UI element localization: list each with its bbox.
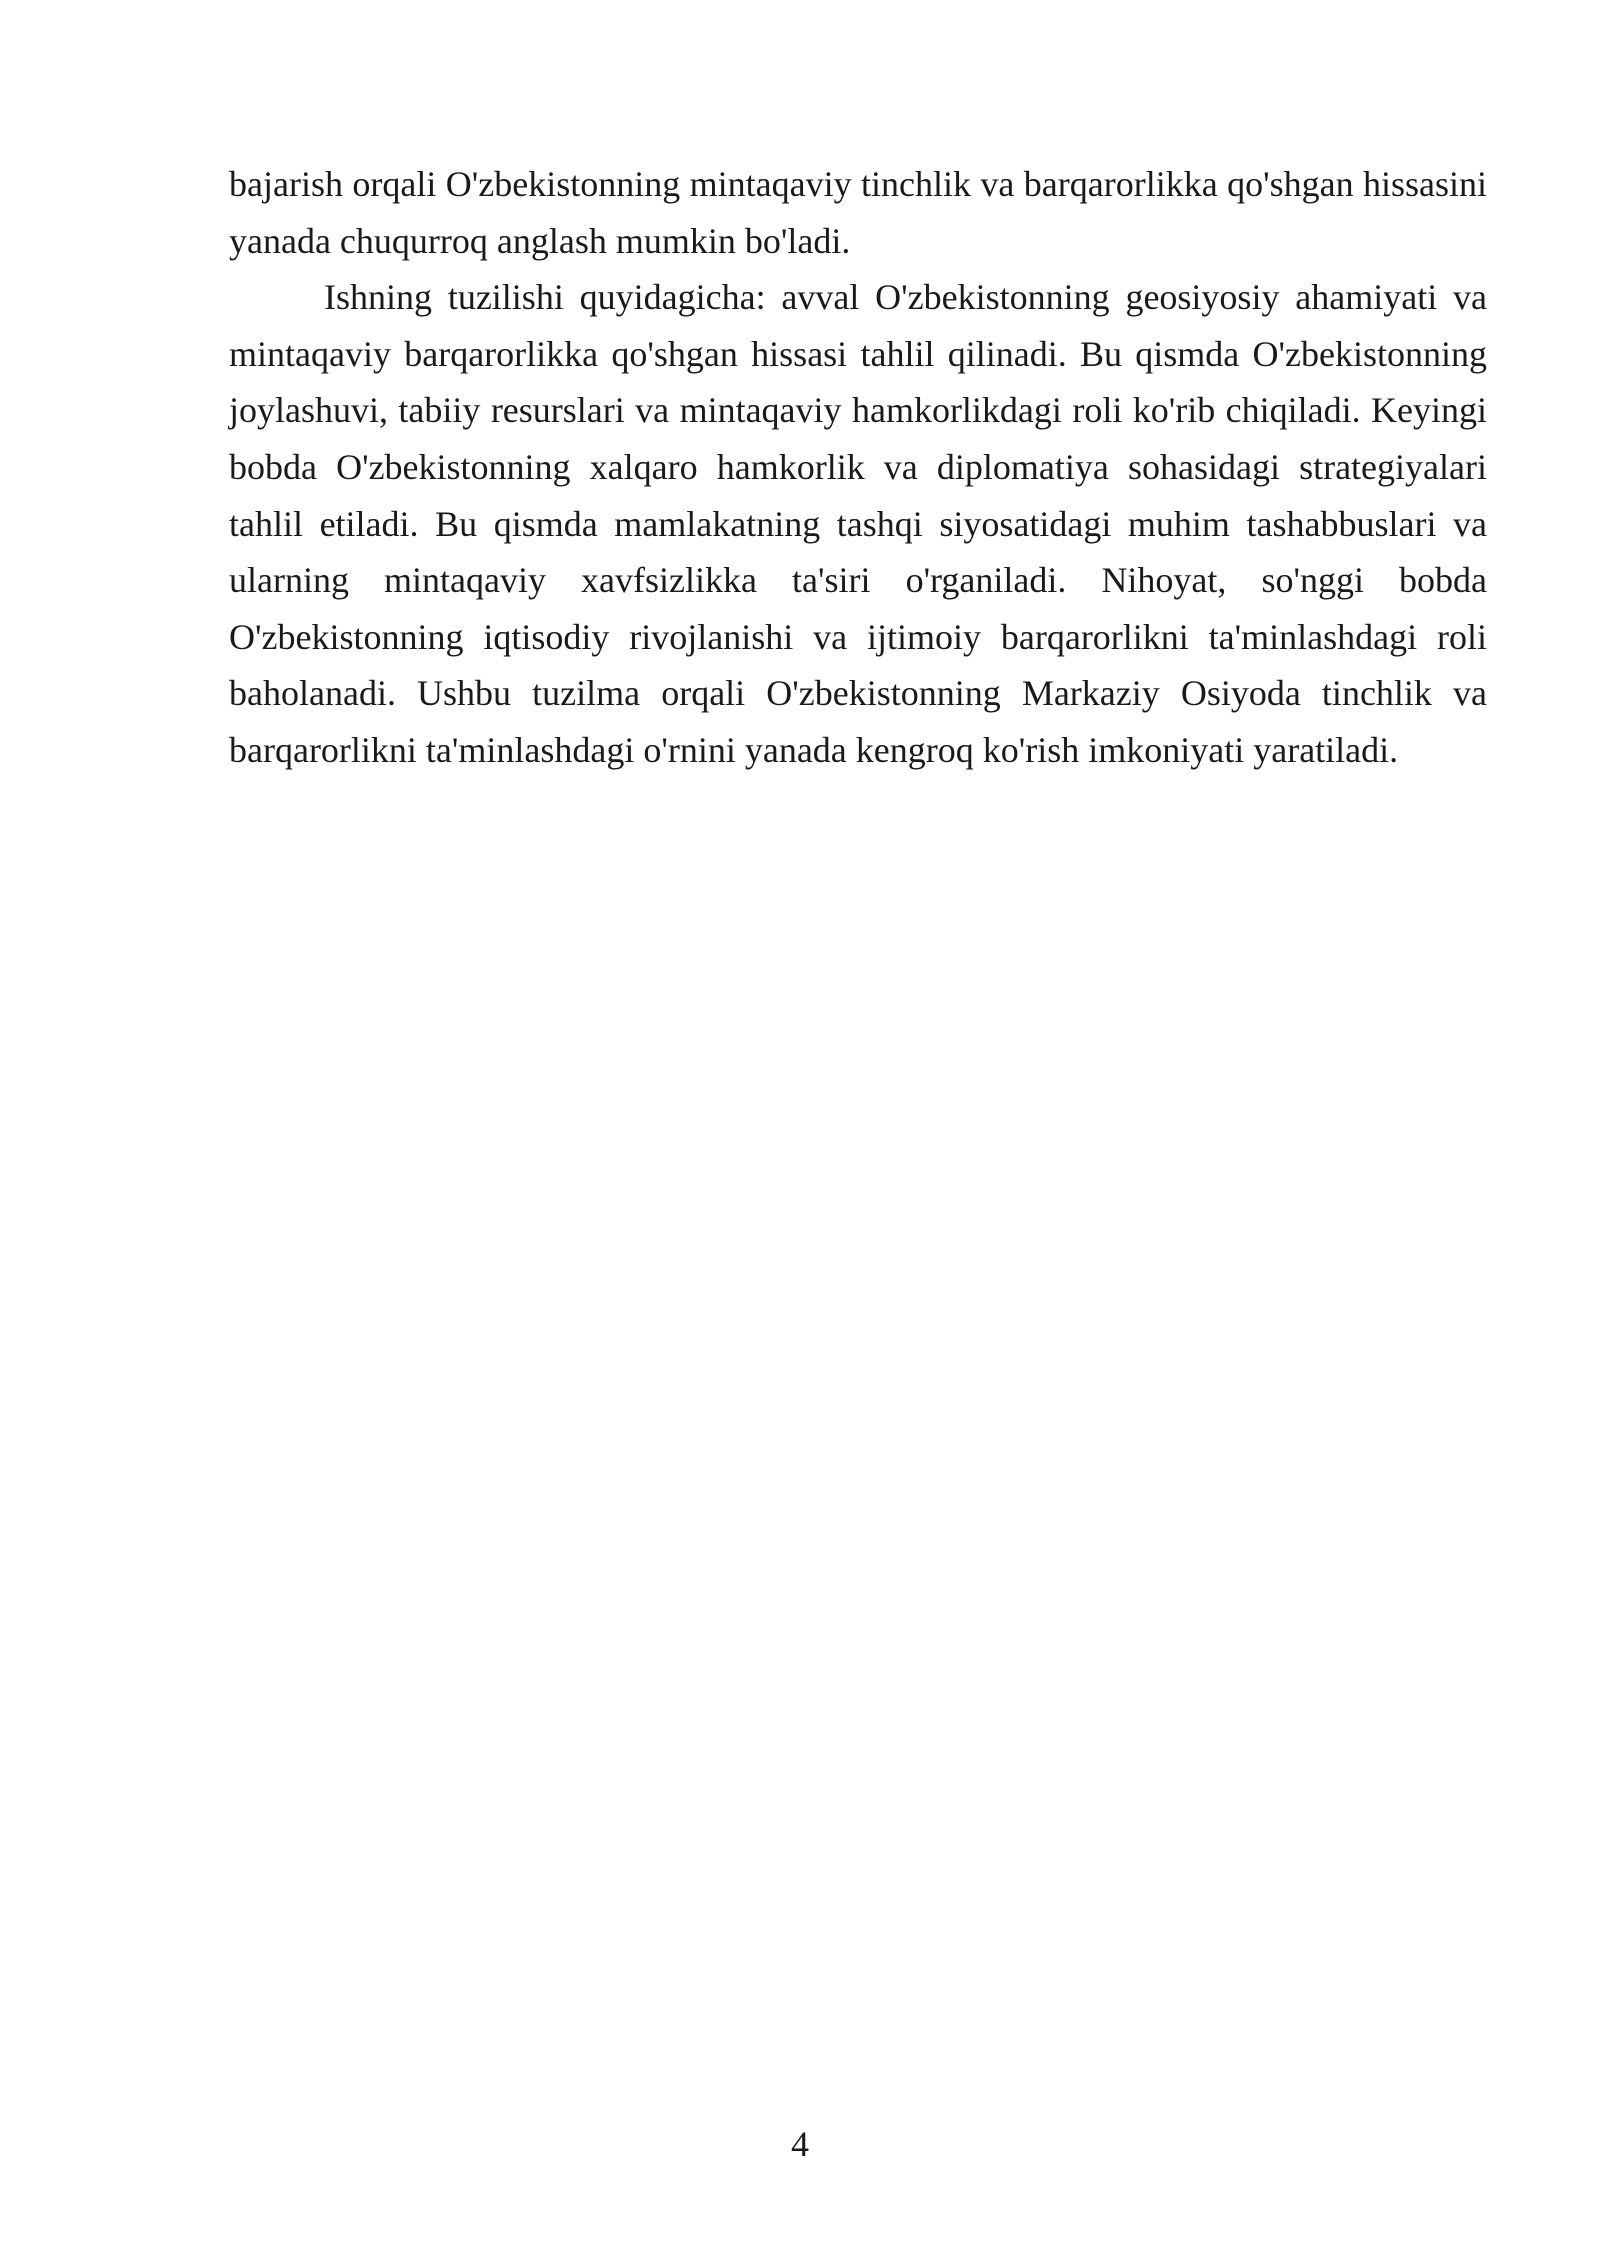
paragraph-structure: Ishning tuzilishi quyidagicha: avval O'zbekistonning geosiyosiy ahamiyati va mintaqaviy barqarorlikka qo'shgan hissasi tahlil qilinadi. Bu qismda O'zbekistonning joylashuvi, tabiiy resurslari va mintaqaviy hamkorlikdagi roli ko'rib chiqiladi. Keyingi bobda O'zbekistonning xalqaro hamkorlik va diplomatiya sohasidagi strategiyalari tahlil etiladi. Bu qismda mamlakatning tashqi siyosatidagi muhim tashabbuslari va ularning mintaqaviy xavfsizlikka ta'siri o'rganiladi. Nihoyat, so'nggi bobda O'zbekistonning iqtisodiy rivojlanishi va ijtimoiy barqarorlikni ta'minlashdagi roli baholanadi. Ushbu tuzilma orqali O'zbekistonning Markaziy Osiyoda tinchlik va barqarorlikni ta'minlashdagi o'rnini yanada kengroq ko'rish imkoniyati yaratiladi. <box>229 277 1487 770</box>
page-number: 4 <box>791 2124 809 2164</box>
body-text <box>229 156 1487 779</box>
paragraph-continuation: bajarish orqali O'zbekistonning mintaqaviy tinchlik va barqarorlikka qo'shgan hissasini yanada chuqurroq anglash mumkin bo'ladi. <box>229 164 1487 261</box>
